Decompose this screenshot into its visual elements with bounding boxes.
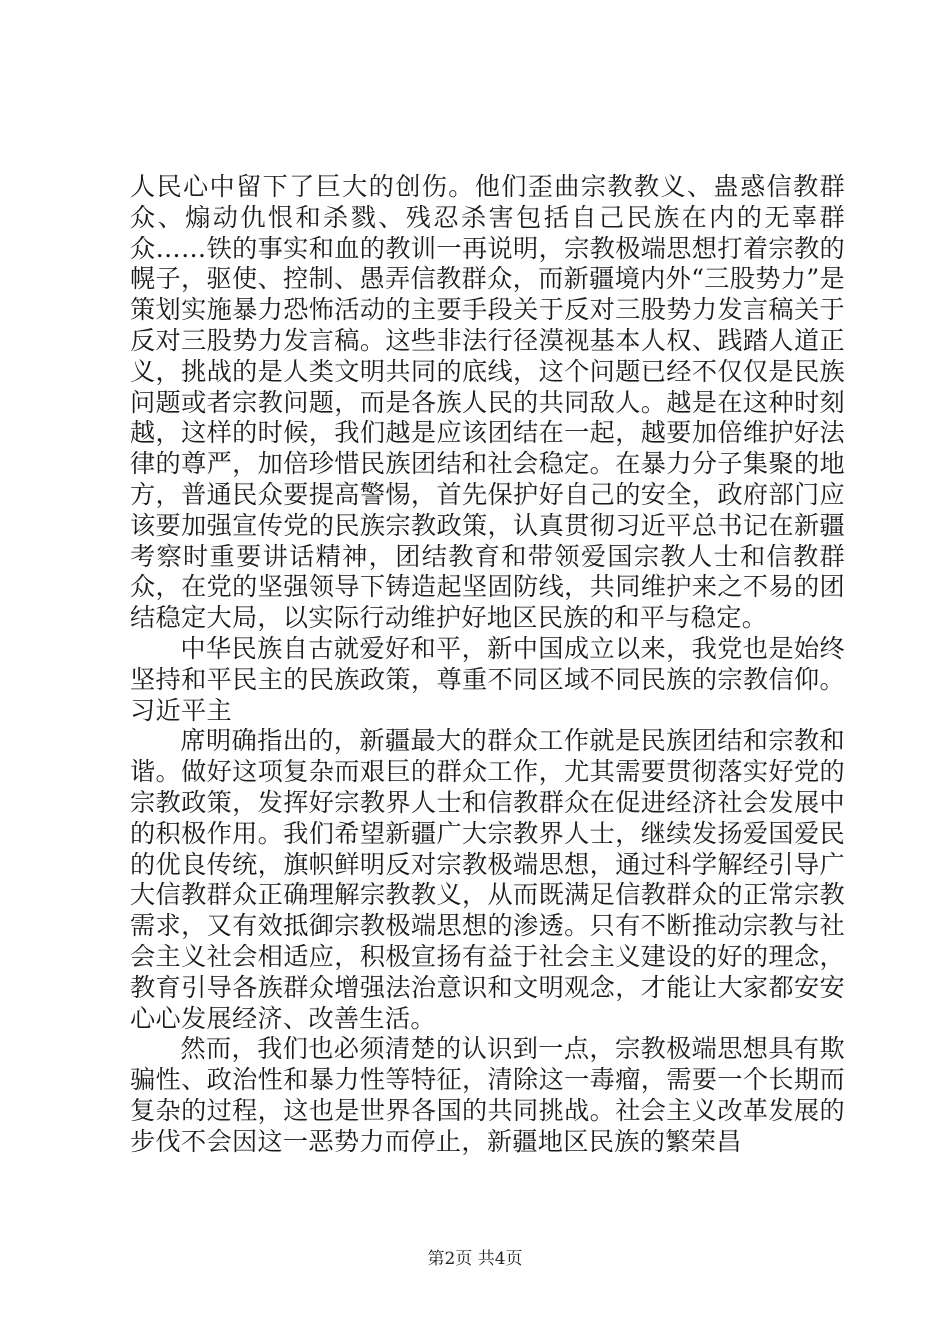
document-body: [130, 172, 845, 1158]
paragraph-1: 人民心中留下了巨大的创伤。他们歪曲宗教教义、蛊惑信教群众、煽动仇恨和杀戮、残忍杀害包括自己民族在内的无辜群众……铁的事实和血的教训一再说明，宗教极端思想打着宗教的幌子，驱使、控制、愚弄信教群众，而新疆境内外“三股势力”是策划实施暴力恐怖活动的主要手段关于反对三股势力发言稿关于反对三股势力发言稿。这些非法行径漠视基本人权、践踏人道正义，挑战的是人类文明共同的底线，这个问题已经不仅仅是民族问题或者宗教问题，而是各族人民的共同敌人。越是在这种时刻越，这样的时候，我们越是应该团结在一起，越要加倍维护好法律的尊严，加倍珍惜民族团结和社会稳定。在暴力分子集聚的地方，普通民众要提高警惕，首先保护好自己的安全，政府部门应该要加强宣传党的民族宗教政策，认真贯彻习近平总书记在新疆考察时重要讲话精神，团结教育和带领爱国宗教人士和信教群众，在党的坚强领导下铸造起坚固防线，共同维护来之不易的团结稳定大局，以实际行动维护好地区民族的和平与稳定。: [130, 172, 845, 633]
paragraph-3: 席明确指出的，新疆最大的群众工作就是民族团结和宗教和谐。做好这项复杂而艰巨的群众工作，尤其需要贯彻落实好党的宗教政策，发挥好宗教界人士和信教群众在促进经济社会发展中的积极作用。我们希望新疆广大宗教界人士，继续发扬爱国爱民的优良传统，旗帜鲜明反对宗教极端思想，通过科学解经引导广大信教群众正确理解宗教教义，从而既满足信教群众的正常宗教需求，又有效抵御宗教极端思想的渗透。只有不断推动宗教与社会主义社会相适应，积极宣扬有益于社会主义建设的好的理念，教育引导各族群众增强法治意识和文明观念，才能让大家都安安心心发展经济、改善生活。: [130, 726, 845, 1033]
paragraph-4: 然而，我们也必须清楚的认识到一点，宗教极端思想具有欺骗性、政治性和暴力性等特征，清除这一毒瘤，需要一个长期而复杂的过程，这也是世界各国的共同挑战。社会主义改革发展的步伐不会因这一恶势力而停止，新疆地区民族的繁荣昌: [130, 1034, 845, 1156]
paragraph-2: 中华民族自古就爱好和平，新中国成立以来，我党也是始终坚持和平民主的民族政策，尊重不同区域不同民族的宗教信仰。习近平主: [130, 633, 845, 725]
page-footer: 第2页 共4页: [427, 1249, 523, 1269]
